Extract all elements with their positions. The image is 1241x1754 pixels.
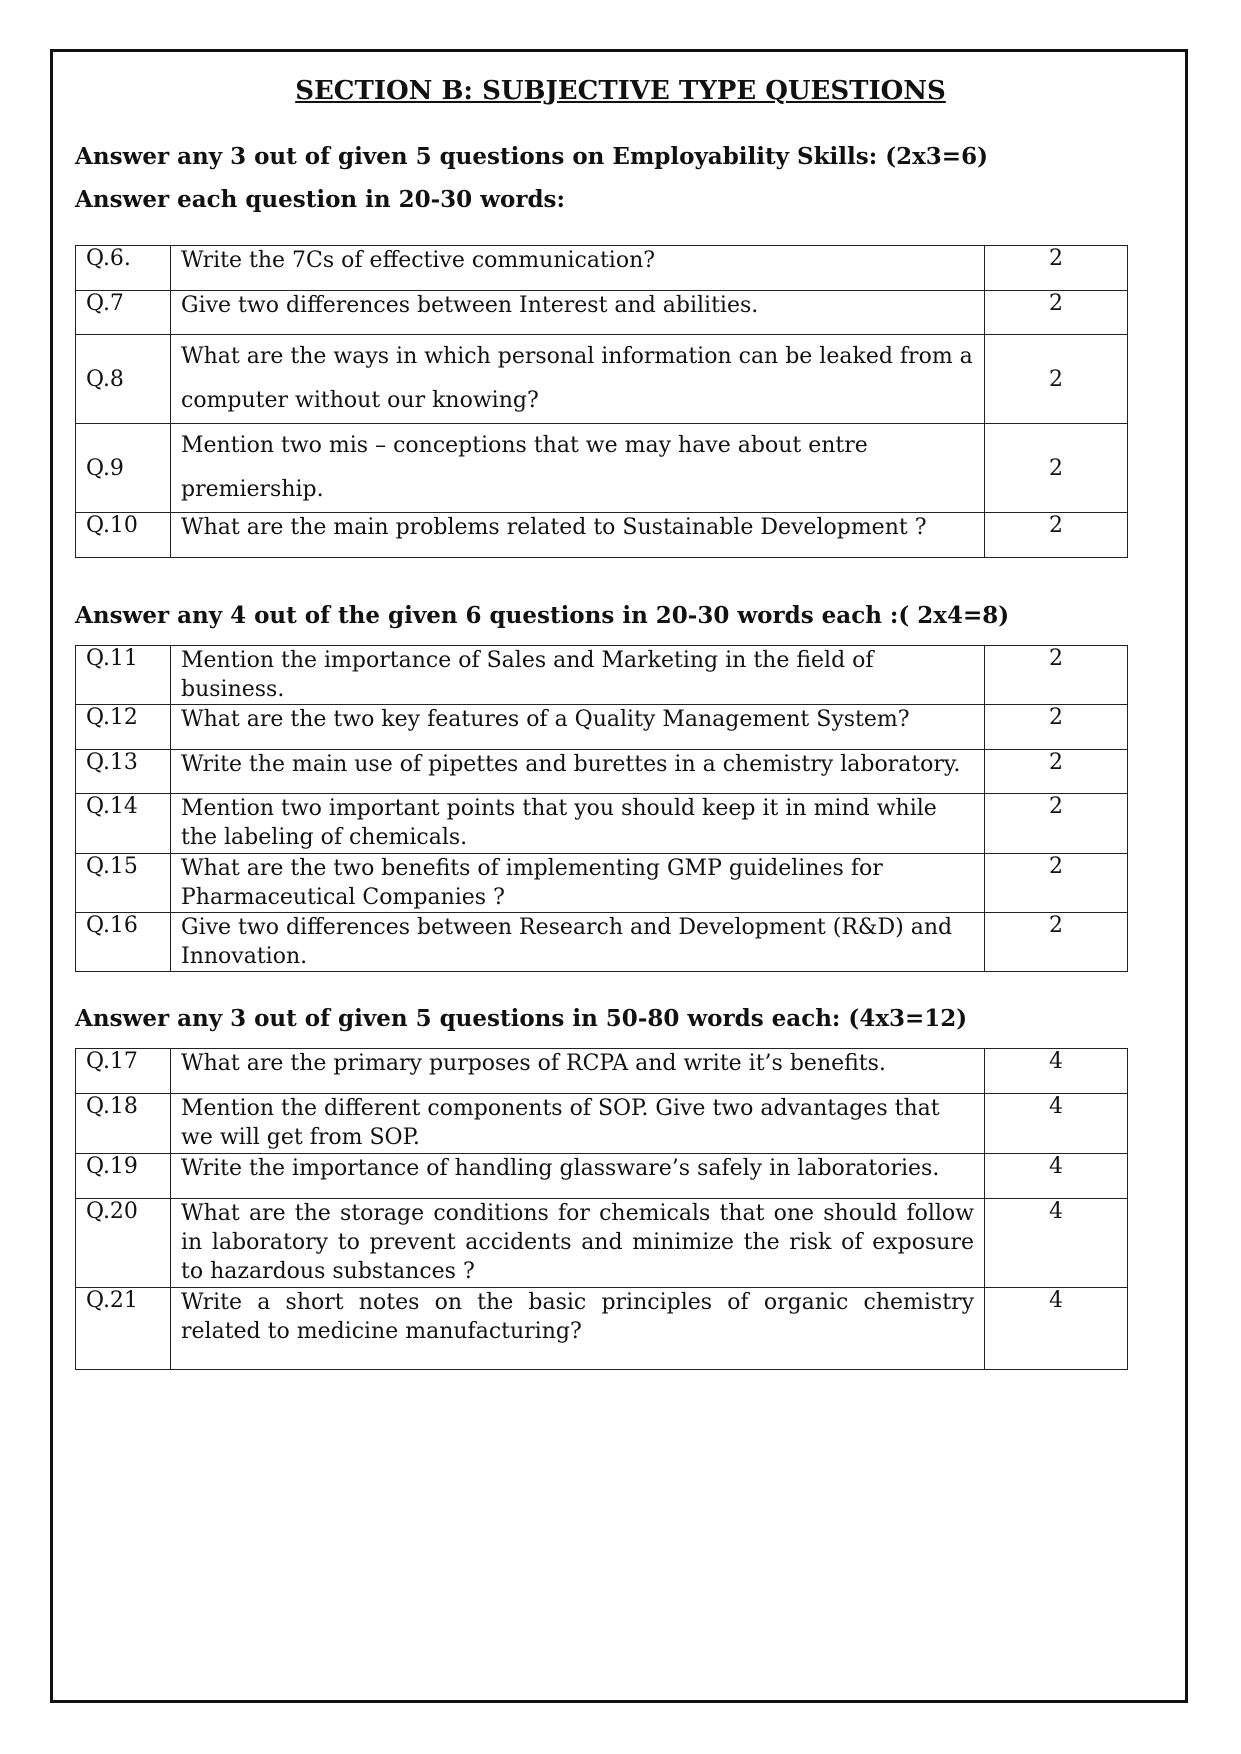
question-number: Q.17 [76,1049,171,1094]
question-number: Q.16 [76,913,171,972]
question-text: Give two differences between Research and Development (R&D) and Innovation. [171,913,985,972]
question-marks: 2 [985,705,1128,750]
table-row [76,335,1128,424]
question-number: Q.19 [76,1154,171,1199]
question-text: Write the main use of pipettes and burettes in a chemistry laboratory. [171,750,985,794]
question-number: Q.20 [76,1199,171,1288]
table-row [76,291,1128,335]
question-marks: 2 [985,750,1128,794]
question-number: Q.7 [76,291,171,335]
question-marks: 2 [985,513,1128,558]
table-row [76,1094,1128,1154]
table-row [76,1199,1128,1288]
question-text: Mention two important points that you should keep it in mind while the labeling of chemicals. [171,794,985,854]
question-number: Q.18 [76,1094,171,1154]
part2-instruction: Answer any 4 out of the given 6 questions in 20-30 words each :( 2x4=8) [75,602,1010,629]
question-marks: 2 [985,424,1128,513]
question-text: Mention the different components of SOP. Give two advantages that we will get from SOP. [171,1094,985,1154]
question-text: What are the two key features of a Quality Management System? [171,705,985,750]
question-marks: 2 [985,854,1128,913]
part1-instruction: Answer any 3 out of given 5 questions on Employability Skills: (2x3=6) [75,143,988,170]
section-title: SECTION B: SUBJECTIVE TYPE QUESTIONS [295,76,946,106]
question-text: What are the main problems related to Sustainable Development ? [171,513,985,558]
question-number: Q.15 [76,854,171,913]
question-marks: 2 [985,291,1128,335]
question-number: Q.10 [76,513,171,558]
table-row [76,646,1128,705]
question-number: Q.8 [76,335,171,424]
question-number: Q.6. [76,246,171,291]
table-row [76,705,1128,750]
table-row [76,1154,1128,1199]
table-row [76,513,1128,558]
question-text: Write the 7Cs of effective communication? [171,246,985,291]
question-text: What are the two benefits of implementing GMP guidelines for Pharmaceutical Companies ? [171,854,985,913]
questions-table-2 [75,645,1128,972]
table-row [76,1049,1128,1094]
table-row [76,1288,1128,1370]
question-marks: 4 [985,1049,1128,1094]
question-marks: 4 [985,1199,1128,1288]
question-number: Q.13 [76,750,171,794]
question-text: Give two differences between Interest and abilities. [171,291,985,335]
question-text: What are the storage conditions for chemicals that one should follow in laboratory to prevent accidents and minimize the risk of exposure to hazardous substances ? [171,1199,985,1288]
question-marks: 2 [985,246,1128,291]
part3-instruction: Answer any 3 out of given 5 questions in 50-80 words each: (4x3=12) [75,1005,968,1032]
question-marks: 2 [985,646,1128,705]
question-marks: 2 [985,913,1128,972]
table-row [76,854,1128,913]
question-text: What are the ways in which personal information can be leaked from a computer without our knowing? [171,335,985,424]
question-number: Q.14 [76,794,171,854]
question-text: What are the primary purposes of RCPA and write it’s benefits. [171,1049,985,1094]
part1-word-limit: Answer each question in 20-30 words: [75,186,565,213]
table-row [76,913,1128,972]
question-number: Q.9 [76,424,171,513]
question-marks: 4 [985,1154,1128,1199]
table-row [76,246,1128,291]
table-row [76,794,1128,854]
question-marks: 2 [985,794,1128,854]
question-number: Q.21 [76,1288,171,1370]
questions-table-1 [75,245,1128,558]
question-marks: 4 [985,1288,1128,1370]
question-text: Mention two mis – conceptions that we may have about entre premiership. [171,424,985,513]
question-marks: 4 [985,1094,1128,1154]
question-text: Mention the importance of Sales and Marketing in the field of business. [171,646,985,705]
questions-table-3 [75,1048,1128,1370]
question-number: Q.11 [76,646,171,705]
question-text: Write a short notes on the basic principles of organic chemistry related to medicine manufacturing? [171,1288,985,1370]
question-text: Write the importance of handling glassware’s safely in laboratories. [171,1154,985,1199]
table-row [76,424,1128,513]
question-number: Q.12 [76,705,171,750]
question-marks: 2 [985,335,1128,424]
table-row [76,750,1128,794]
